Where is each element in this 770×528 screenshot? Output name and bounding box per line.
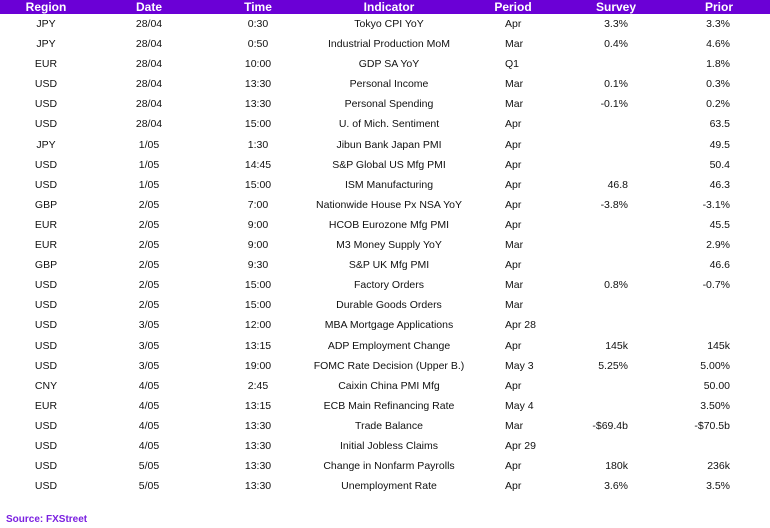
cell-period: Apr <box>505 379 522 392</box>
cell-region: JPY <box>36 18 56 30</box>
cell-time: 19:00 <box>244 359 272 372</box>
cell-time: 13:30 <box>244 460 272 473</box>
table-header <box>0 0 770 14</box>
cell-indicator: HCOB Eurozone Mfg PMI <box>328 218 450 231</box>
cell-period: Apr <box>505 118 522 131</box>
table-row <box>0 255 770 275</box>
cell-date: 28/04 <box>135 78 163 91</box>
cell-prior: 3.5% <box>706 480 730 493</box>
header-survey: Survey <box>595 0 637 14</box>
cell-indicator: S&P Global US Mfg PMI <box>332 158 446 171</box>
cell-period: Mar <box>505 78 524 91</box>
cell-date: 2/05 <box>138 279 160 292</box>
cell-time: 13:15 <box>244 399 272 412</box>
cell-period: Apr <box>505 178 522 191</box>
cell-time: 13:30 <box>244 419 272 432</box>
cell-prior: 50.00 <box>703 379 730 392</box>
cell-prior: -$70.5b <box>694 419 730 432</box>
table-row <box>0 476 770 496</box>
cell-period: Apr <box>505 138 522 151</box>
cell-region: USD <box>34 460 58 473</box>
table-row <box>0 295 770 315</box>
cell-indicator: Jibun Bank Japan PMI <box>336 138 442 151</box>
cell-date: 2/05 <box>138 259 160 272</box>
cell-time: 2:45 <box>247 379 269 392</box>
cell-date: 2/05 <box>138 218 160 231</box>
cell-time: 15:00 <box>244 118 272 131</box>
header-period: Period <box>494 0 532 14</box>
header-time: Time <box>244 0 272 14</box>
cell-indicator: Factory Orders <box>353 279 425 292</box>
cell-time: 13:30 <box>244 98 272 111</box>
table-row <box>0 114 770 134</box>
cell-time: 15:00 <box>244 178 272 191</box>
cell-region: USD <box>34 359 58 372</box>
cell-indicator: S&P UK Mfg PMI <box>348 259 430 272</box>
cell-indicator: Caixin China PMI Mfg <box>338 379 440 392</box>
cell-period: Apr <box>505 259 522 272</box>
cell-prior: 63.5 <box>709 118 730 131</box>
cell-survey: -3.8% <box>600 198 628 211</box>
cell-time: 15:00 <box>244 299 272 312</box>
cell-date: 1/05 <box>138 138 160 151</box>
table-row <box>0 195 770 215</box>
table-row <box>0 34 770 54</box>
cell-date: 5/05 <box>138 480 160 493</box>
cell-indicator: M3 Money Supply YoY <box>336 239 442 252</box>
cell-date: 1/05 <box>138 178 160 191</box>
cell-region: JPY <box>36 138 56 151</box>
cell-survey: 0.8% <box>604 279 628 292</box>
cell-time: 9:00 <box>247 239 269 252</box>
cell-indicator: GDP SA YoY <box>358 58 420 71</box>
cell-time: 0:30 <box>247 18 269 30</box>
cell-region: EUR <box>34 239 58 252</box>
cell-region: USD <box>34 339 58 352</box>
cell-indicator: Durable Goods Orders <box>336 299 442 312</box>
cell-date: 28/04 <box>135 98 163 111</box>
table-row <box>0 336 770 356</box>
table-row <box>0 215 770 235</box>
table-row <box>0 175 770 195</box>
cell-period: Apr <box>505 460 522 473</box>
cell-region: USD <box>34 299 58 312</box>
table-row <box>0 356 770 376</box>
table-row <box>0 436 770 456</box>
cell-indicator: Personal Spending <box>344 98 434 111</box>
cell-region: USD <box>34 78 58 91</box>
cell-region: USD <box>34 118 58 131</box>
cell-prior: 2.9% <box>706 239 730 252</box>
cell-indicator: ECB Main Refinancing Rate <box>323 399 455 412</box>
cell-period: Apr <box>505 18 522 30</box>
table-row <box>0 94 770 114</box>
cell-survey: 5.25% <box>598 359 628 372</box>
cell-prior: 49.5 <box>709 138 730 151</box>
cell-date: 28/04 <box>135 58 163 71</box>
table-row <box>0 315 770 335</box>
table-row <box>0 396 770 416</box>
cell-indicator: Tokyo CPI YoY <box>354 18 424 30</box>
cell-period: Apr 28 <box>505 319 536 332</box>
cell-time: 12:00 <box>244 319 272 332</box>
cell-indicator: Change in Nonfarm Payrolls <box>323 460 455 473</box>
cell-period: Apr 29 <box>505 439 536 452</box>
cell-period: Mar <box>505 38 524 51</box>
cell-region: GBP <box>34 198 58 211</box>
cell-region: GBP <box>34 259 58 272</box>
table-row <box>0 135 770 155</box>
cell-period: Apr <box>505 480 522 493</box>
cell-prior: 0.2% <box>706 98 730 111</box>
cell-time: 1:30 <box>247 138 269 151</box>
cell-region: USD <box>34 178 58 191</box>
table-row <box>0 235 770 255</box>
table-row <box>0 376 770 396</box>
cell-region: EUR <box>34 218 58 231</box>
table-row <box>0 275 770 295</box>
cell-period: Apr <box>505 198 522 211</box>
table-row <box>0 155 770 175</box>
cell-prior: 50.4 <box>709 158 730 171</box>
cell-date: 4/05 <box>138 379 160 392</box>
table-row <box>0 14 770 34</box>
table-body <box>0 14 770 496</box>
cell-date: 4/05 <box>138 399 160 412</box>
table-row <box>0 416 770 436</box>
cell-date: 3/05 <box>138 339 160 352</box>
cell-indicator: Trade Balance <box>355 419 423 432</box>
cell-date: 2/05 <box>138 299 160 312</box>
table-row <box>0 456 770 476</box>
cell-indicator: Unemployment Rate <box>341 480 437 493</box>
source-note: Source: FXStreet <box>6 514 88 525</box>
cell-indicator: Initial Jobless Claims <box>339 439 439 452</box>
cell-survey: 180k <box>605 460 628 473</box>
cell-period: Mar <box>505 299 524 312</box>
cell-indicator: Nationwide House Px NSA YoY <box>316 198 462 211</box>
cell-period: May 4 <box>505 399 534 412</box>
cell-survey: 3.6% <box>604 480 628 493</box>
cell-prior: 145k <box>707 339 730 352</box>
header-region: Region <box>25 0 67 14</box>
cell-indicator: Personal Income <box>349 78 429 91</box>
cell-region: USD <box>34 480 58 493</box>
cell-prior: 236k <box>707 460 730 473</box>
cell-date: 5/05 <box>138 460 160 473</box>
cell-date: 2/05 <box>138 198 160 211</box>
cell-date: 3/05 <box>138 359 160 372</box>
cell-date: 1/05 <box>138 158 160 171</box>
cell-date: 4/05 <box>138 419 160 432</box>
cell-survey: 46.8 <box>607 178 628 191</box>
cell-region: USD <box>34 279 58 292</box>
cell-region: USD <box>34 158 58 171</box>
cell-region: EUR <box>34 58 58 71</box>
cell-indicator: U. of Mich. Sentiment <box>338 118 440 131</box>
cell-survey: 3.3% <box>604 18 628 30</box>
cell-prior: 46.3 <box>709 178 730 191</box>
cell-time: 14:45 <box>244 158 272 171</box>
cell-survey: 0.4% <box>604 38 628 51</box>
cell-time: 10:00 <box>244 58 272 71</box>
cell-survey: -$69.4b <box>592 419 628 432</box>
cell-survey: -0.1% <box>600 98 628 111</box>
cell-period: Mar <box>505 279 524 292</box>
header-date: Date <box>135 0 163 14</box>
cell-time: 15:00 <box>244 279 272 292</box>
cell-period: Apr <box>505 158 522 171</box>
cell-time: 9:00 <box>247 218 269 231</box>
table-row <box>0 74 770 94</box>
cell-prior: 46.6 <box>709 259 730 272</box>
cell-period: Mar <box>505 98 524 111</box>
cell-date: 28/04 <box>135 38 163 51</box>
cell-region: JPY <box>36 38 56 51</box>
cell-prior: 3.3% <box>706 18 730 30</box>
cell-time: 13:15 <box>244 339 272 352</box>
cell-date: 28/04 <box>135 118 163 131</box>
cell-indicator: ISM Manufacturing <box>344 178 434 191</box>
cell-period: May 3 <box>505 359 534 372</box>
cell-survey: 145k <box>605 339 628 352</box>
cell-time: 13:30 <box>244 78 272 91</box>
cell-prior: -0.7% <box>702 279 730 292</box>
cell-period: Apr <box>505 218 522 231</box>
cell-time: 7:00 <box>247 198 269 211</box>
cell-date: 2/05 <box>138 239 160 252</box>
cell-time: 13:30 <box>244 480 272 493</box>
cell-indicator: Industrial Production MoM <box>328 38 450 51</box>
table-row <box>0 54 770 74</box>
cell-prior: 3.50% <box>700 399 730 412</box>
cell-region: USD <box>34 439 58 452</box>
cell-prior: -3.1% <box>702 198 730 211</box>
cell-indicator: FOMC Rate Decision (Upper B.) <box>313 359 465 372</box>
cell-region: USD <box>34 319 58 332</box>
cell-time: 9:30 <box>247 259 269 272</box>
cell-prior: 4.6% <box>706 38 730 51</box>
cell-survey: 0.1% <box>604 78 628 91</box>
cell-region: EUR <box>34 399 58 412</box>
cell-region: USD <box>34 419 58 432</box>
cell-date: 3/05 <box>138 319 160 332</box>
cell-time: 13:30 <box>244 439 272 452</box>
cell-prior: 1.8% <box>706 58 730 71</box>
cell-indicator: ADP Employment Change <box>327 339 451 352</box>
cell-date: 28/04 <box>135 18 163 30</box>
cell-region: CNY <box>34 379 58 392</box>
cell-period: Mar <box>505 419 524 432</box>
cell-period: Apr <box>505 339 522 352</box>
cell-prior: 5.00% <box>700 359 730 372</box>
header-indicator: Indicator <box>363 0 415 14</box>
cell-period: Mar <box>505 239 524 252</box>
cell-region: USD <box>34 98 58 111</box>
cell-indicator: MBA Mortgage Applications <box>324 319 454 332</box>
cell-date: 4/05 <box>138 439 160 452</box>
cell-prior: 45.5 <box>709 218 730 231</box>
cell-time: 0:50 <box>247 38 269 51</box>
cell-period: Q1 <box>505 58 520 71</box>
cell-prior: 0.3% <box>706 78 730 91</box>
header-prior: Prior <box>704 0 734 14</box>
